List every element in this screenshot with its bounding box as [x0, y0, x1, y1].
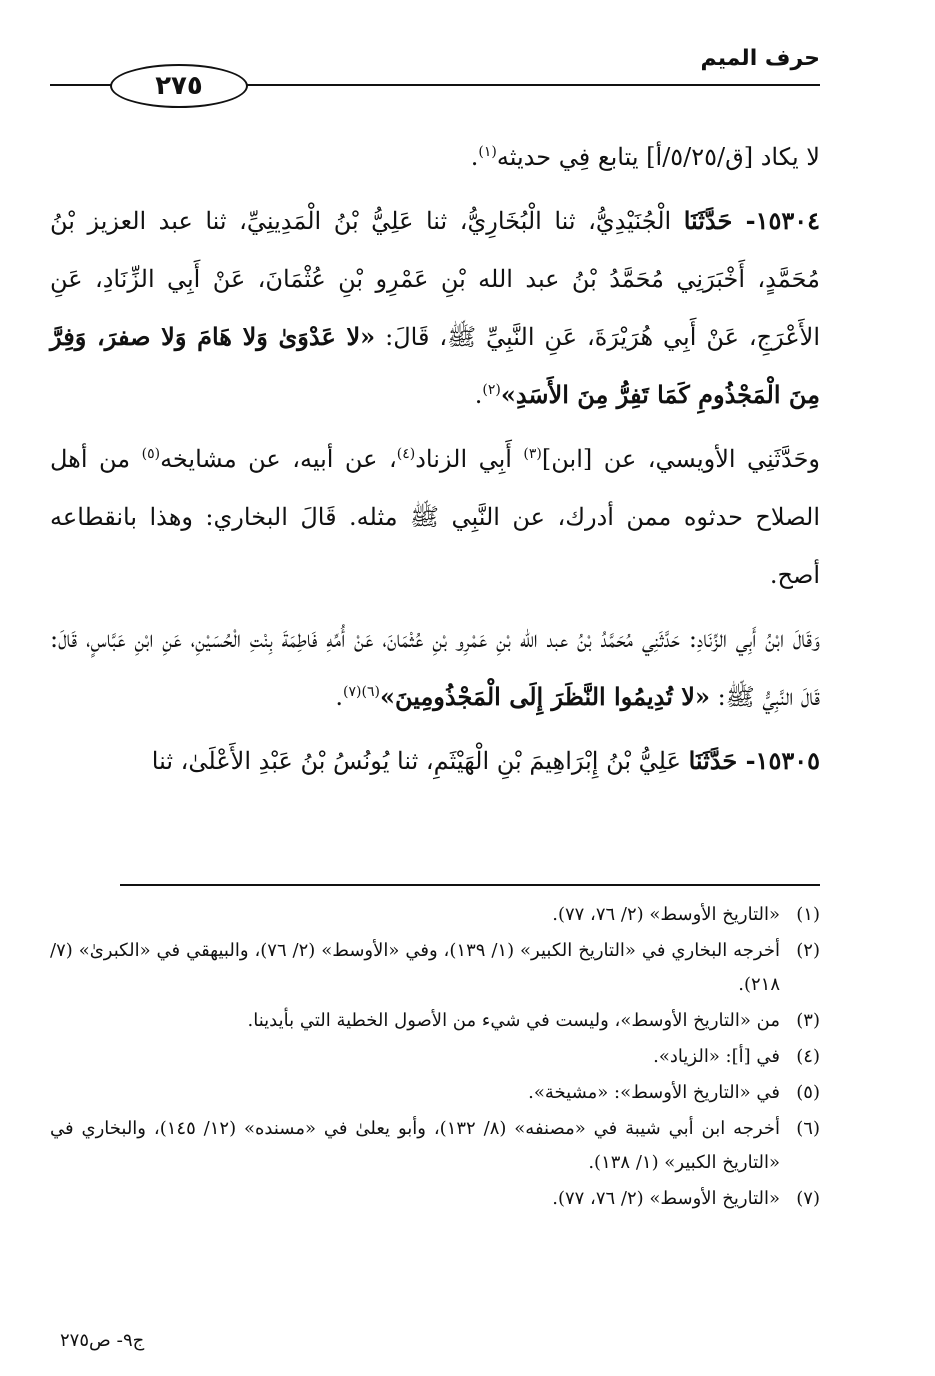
footnote-ref: (١) [478, 144, 497, 160]
footnote-item: (١) «التاريخ الأوسط» (٢/ ٧٦، ٧٧). [552, 904, 820, 925]
paragraph-uwaysi: وحَدَّثَنِي الأويسي، عن [ابن]$^{(٣)}$ أَبِي الزناد$^{(٤)}$، عن أبيه، عن مشايخه$^{(٥)}$ من أهل الصلاح حدثوه ممن أدرك، عن النَّبِي ﷺ مثله. قَالَ البخاري: وهذا بانقطاعه أصح. [50, 445, 820, 589]
paragraph-text: وحَدَّثَنِي الأويسي، عن [ابن] [541, 445, 820, 473]
page-number-badge: ٢٧٥ [110, 64, 248, 108]
hadith-15304: ١٥٣٠٤- حَدَّثَنَا الْجُنَيْدِيُّ، ثنا الْبُخَارِيُّ، ثنا عَلِيُّ بْنُ الْمَدِينِيِّ، ثنا عبد العزيز بْنُ مُحَمَّدٍ، أَخْبَرَنِي مُحَمَّدُ بْنُ عبد الله بْنِ عَمْرِو بْنِ عُثْمَانَ، عَنْ أَبِي الزِّنَادِ، عَنِ الأَعْرَجِ، عَنْ أَبِي هُرَيْرَةَ، عَنِ النَّبِيِّ ﷺ، قَالَ: «لا عَدْوَىٰ وَلا هَامَ وَلا صفرَ، وَفِرَّ مِنَ الْمَجْذُومِ كَمَا تَفِرُّ مِنَ الأَسَدِ»$^{(٢)}$. [50, 206, 821, 409]
main-text [50, 128, 820, 796]
chapter-title: حرف الميم [700, 46, 820, 71]
isnad-text: عَلِيُّ بْنُ إِبْرَاهِيمَ بْنِ الْهَيْثَمِ، ثنا يُونُسُ بْنُ عَبْدِ الأَعْلَىٰ، ثنا [151, 747, 689, 775]
matn-text: «لا عَدْوَىٰ وَلا هَامَ وَلا صفرَ، وَفِرَّ مِنَ الْمَجْذُومِ كَمَا تَفِرُّ مِنَ الأَسَدِ» [50, 322, 820, 409]
footnote-separator [120, 884, 820, 886]
isnad-text: الْجُنَيْدِيُّ، ثنا الْبُخَارِيُّ، ثنا عَلِيُّ بْنُ الْمَدِينِيِّ، ثنا عبد العزيز بْنُ مُحَمَّدٍ، أَخْبَرَنِي مُحَمَّدُ بْنُ عبد الله بْنِ عَمْرِو بْنِ عُثْمَانَ، عَنْ أَبِي الزِّنَادِ، عَنِ الأَعْرَجِ، عَنْ أَبِي هُرَيْرَةَ، عَنِ النَّبِيِّ ﷺ، قَالَ: [50, 207, 821, 351]
footnote-item: (٤) في [أ]: «الزياد». [653, 1046, 820, 1067]
footnote-ref: (٤) [396, 446, 416, 462]
footnote-ref: (٣) [523, 446, 542, 462]
footnote-ref: (٢) [482, 382, 501, 398]
paragraph-text: لا يكاد [ق/٥/٢٥/أ] يتابع فِي حديثه [496, 143, 820, 171]
hadith-number: ١٥٣٠٥- حَدَّثَنَا [688, 746, 820, 775]
footnotes [50, 898, 820, 1218]
paragraph-ibn-abi-zinad: وَقَالَ ابْنُ أَبِي الزِّنَادِ: حَدَّثَنِي مُحَمَّدُ بْنُ عبد الله بْنِ عَمْرِو بْنِ عُثْمَانَ، عَنْ أُمِّهِ فَاطِمَةَ بِنْتِ الْحُسَيْنِ، عَنِ ابْنِ عَبَّاسٍ، قَالَ: قَالَ النَّبِيُّ ﷺ: «لا تُدِيمُوا النَّظَرَ إِلَى الْمَجْذُومِينَ»$^{(٦)(٧)}$. [50, 625, 820, 711]
footnote-item: (٧) «التاريخ الأوسط» (٢/ ٧٦، ٧٧). [552, 1188, 820, 1209]
hadith-number: ١٥٣٠٤- حَدَّثَنَا [683, 206, 821, 235]
volume-page-footer: ج٩- ص٢٧٥ [60, 1330, 145, 1351]
paragraph-text: وَقَالَ ابْنُ أَبِي الزِّنَادِ: حَدَّثَنِي مُحَمَّدُ بْنُ عبد الله بْنِ عَمْرِو بْنِ عُثْمَانَ، عَنْ أُمِّهِ فَاطِمَةَ بِنْتِ الْحُسَيْنِ، عَنِ ابْنِ عَبَّاسٍ، قَالَ: قَالَ النَّبِيُّ ﷺ: [50, 625, 820, 711]
footnote-item: (٥) في «التاريخ الأوسط»: «مشيخة». [528, 1082, 820, 1103]
footnote-item: (٣) من «التاريخ الأوسط»، وليست في شيء من الأصول الخطية التي بأيدينا. [247, 1010, 820, 1031]
paragraph-1: لا يكاد [ق/٥/٢٥/أ] يتابع فِي حديثه$^{(١)}$. [470, 143, 820, 171]
footnote-item: (٢) أخرجه البخاري في «التاريخ الكبير» (١/ ١٣٩)، وفي «الأوسط» (٢/ ٧٦)، والبيهقي في «الكبرىٰ» (٧/ ٢١٨). [50, 940, 820, 995]
footnote-ref: (٦)(٧) [343, 684, 380, 700]
hadith-15305 [50, 732, 820, 790]
matn-text: «لا تُدِيمُوا النَّظَرَ إِلَى الْمَجْذُومِينَ» [379, 682, 710, 711]
footnote-ref: (٥) [141, 446, 161, 462]
footnote-item: (٦) أخرجه ابن أبي شيبة في «مصنفه» (٨/ ١٣٢)، وأبو يعلىٰ في «مسنده» (١٢/ ١٤٥)، والبخاري في «التاريخ الكبير» (١/ ١٣٨). [50, 1118, 820, 1173]
page-header [50, 40, 820, 100]
